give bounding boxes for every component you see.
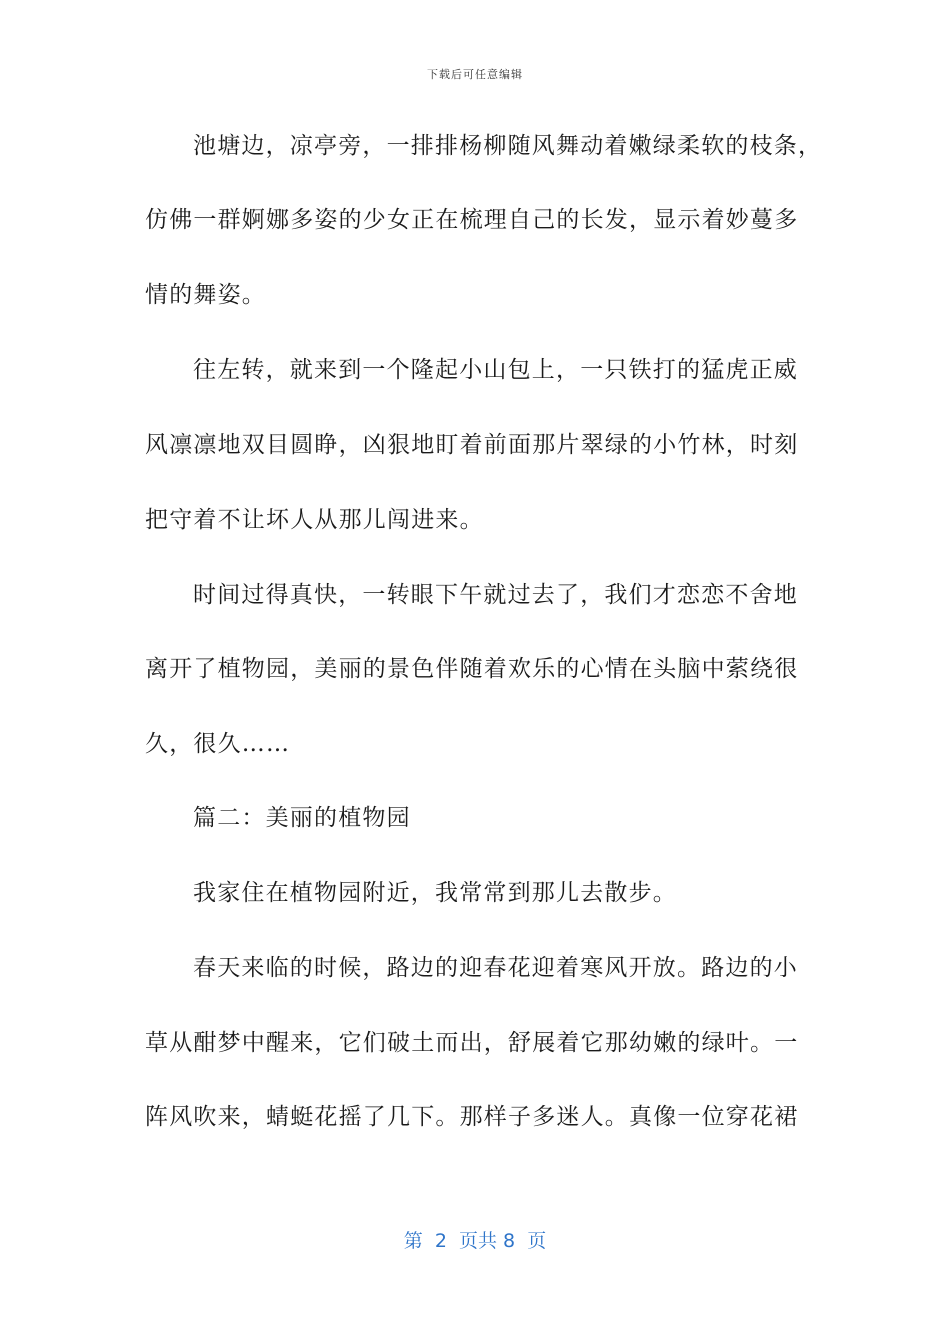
text-line: 往左转，就来到一个隆起小山包上，一只铁打的猛虎正威 xyxy=(193,357,798,383)
text-line: 情的舞姿。 xyxy=(145,282,266,308)
text-line: 时间过得真快，一转眼下午就过去了，我们才恋恋不舍地 xyxy=(193,582,798,608)
text-line: 阵风吹来，蜻蜓花摇了几下。那样子多迷人。真像一位穿花裙 xyxy=(145,1104,799,1130)
text-line: 池塘边，凉亭旁，一排排杨柳随风舞动着嫩绿柔软的枝条， xyxy=(193,133,823,159)
text-line: 离开了植物园，美丽的景色伴随着欢乐的心情在头脑中萦绕很 xyxy=(145,656,799,682)
text-line: 把守着不让坏人从那儿闯进来。 xyxy=(145,507,484,533)
text-line: 久，很久…… xyxy=(145,731,291,757)
text-line: 风凛凛地双目圆睁，凶狠地盯着前面那片翠绿的小竹林，时刻 xyxy=(145,432,799,458)
text-line: 草从酣梦中醒来，它们破土而出，舒展着它那幼嫩的绿叶。一 xyxy=(145,1030,799,1056)
text-line: 我家住在植物园附近，我常常到那儿去散步。 xyxy=(193,880,677,906)
header-note: 下载后可任意编辑 xyxy=(427,68,523,81)
text-line: 仿佛一群婀娜多姿的少女正在梳理自己的长发，显示着妙蔓多 xyxy=(145,207,799,233)
text-line: 春天来临的时候，路边的迎春花迎着寒风开放。路边的小 xyxy=(193,955,798,981)
page-number: 第 2 页共 8 页 xyxy=(403,1230,547,1252)
section-heading: 篇二：美丽的植物园 xyxy=(193,805,411,831)
